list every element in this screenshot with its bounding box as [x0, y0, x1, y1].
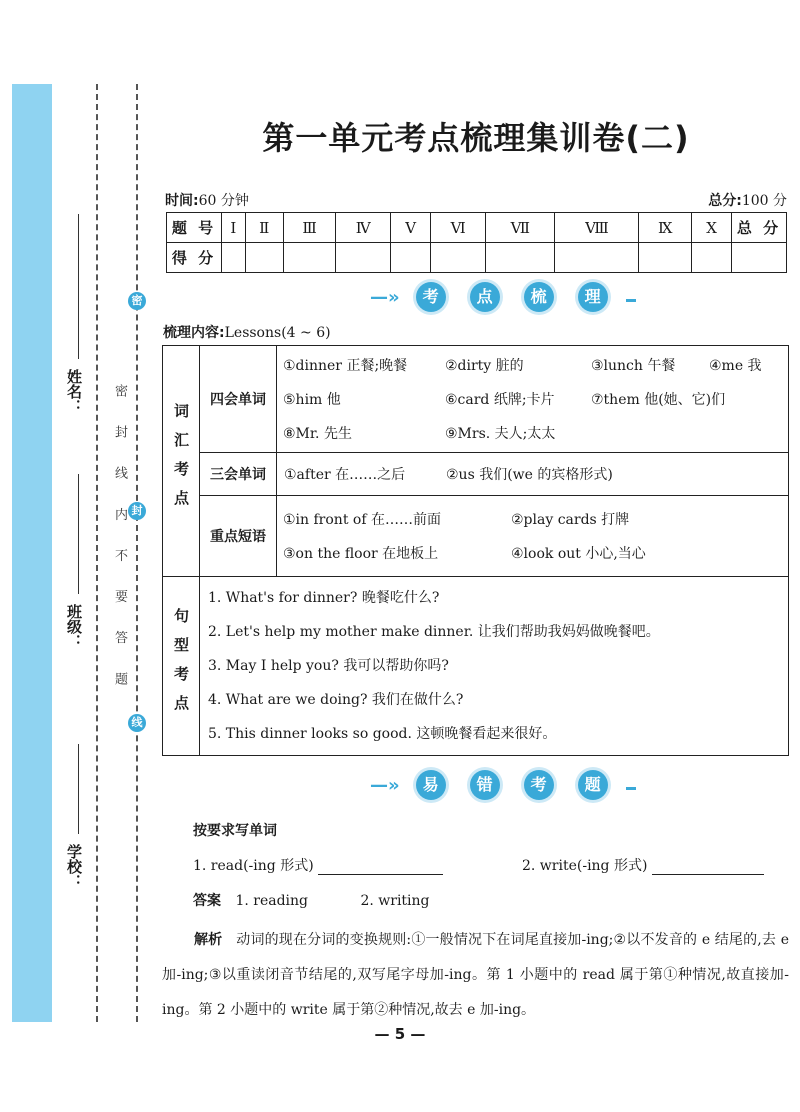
time-value: 60 分钟	[198, 193, 249, 209]
seal-char-3: 线	[128, 714, 146, 732]
question-1	[193, 855, 443, 875]
banner-char: 理	[578, 282, 608, 312]
score-cell[interactable]	[222, 243, 246, 273]
column-7: Ⅶ	[486, 213, 555, 243]
column-4: Ⅳ	[336, 213, 391, 243]
arrow-icon: —»	[370, 286, 400, 308]
sentence-item: 2. Let's help my mother make dinner. 让我们帮助我妈妈做晚餐吧。	[208, 624, 660, 640]
score-cell[interactable]	[390, 243, 430, 273]
word-item: ②us 我们(we 的宾格形式)	[446, 467, 613, 483]
score-cell[interactable]	[431, 243, 486, 273]
seal-char-1: 密	[128, 292, 146, 310]
sentence-category-text: 句型考点	[172, 608, 190, 724]
banner-common-errors	[370, 768, 636, 802]
banner-char: 点	[470, 282, 500, 312]
score-cell[interactable]	[555, 243, 639, 273]
column-9: Ⅸ	[639, 213, 692, 243]
banner-char: 错	[470, 770, 500, 800]
sentence-category	[163, 577, 200, 756]
phrase-item: ①in front of 在……前面	[283, 512, 441, 528]
banner-tail	[626, 781, 636, 790]
class-label: 班级：	[65, 604, 83, 649]
four-skill-label: 四会单词	[200, 346, 277, 453]
vocab-category	[163, 346, 200, 577]
four-skill-words	[277, 346, 789, 453]
vocab-category-text: 词汇考点	[172, 403, 190, 519]
word-item: ③lunch 午餐	[591, 358, 676, 374]
score-cell[interactable]	[732, 243, 787, 273]
content-scope	[163, 322, 331, 342]
word-item: ⑤him 他	[283, 392, 341, 408]
word-row	[278, 457, 787, 491]
word-item: ④me 我	[709, 358, 762, 374]
phrase-row	[277, 502, 788, 536]
class-field[interactable]	[78, 474, 79, 594]
key-phrases	[277, 496, 789, 577]
side-color-strip	[12, 84, 52, 1022]
banner-char: 易	[416, 770, 446, 800]
answer-label: 答案	[193, 893, 221, 909]
score-table	[166, 212, 787, 273]
banner-char: 考	[524, 770, 554, 800]
page-number: — 5 —	[374, 1025, 426, 1043]
content-value: Lessons(4 ~ 6)	[224, 325, 331, 341]
page-title: 第一单元考点梳理集训卷(二)	[262, 119, 690, 157]
analysis-text: 动词的现在分词的变换规则:①一般情况下在词尾直接加-ing;②以不发音的 e 结尾的,去 e 加-ing;③以重读闭音节结尾的,双写尾字母加-ing。第 1 小题中的 read 属于第①种情况,故直接加-ing。第 2 小题中的 write 属于第②种情况,故去 e 加-ing。	[162, 932, 790, 1018]
seal-char-2: 封	[128, 502, 146, 520]
total-info	[708, 190, 787, 210]
score-row-header: 得 分	[167, 243, 222, 273]
score-cell[interactable]	[283, 243, 336, 273]
answer-blank-2[interactable]	[652, 858, 764, 875]
word-item: ⑨Mrs. 夫人;太太	[445, 426, 556, 442]
three-skill-words	[277, 453, 789, 496]
word-item: ⑥card 纸牌;卡片	[445, 392, 555, 408]
total-header: 总 分	[732, 213, 787, 243]
sentence-item: 4. What are we doing? 我们在做什么?	[208, 692, 464, 708]
phrase-item: ③on the floor 在地板上	[283, 546, 439, 562]
phrase-label: 重点短语	[200, 496, 277, 577]
score-cell[interactable]	[639, 243, 692, 273]
total-value: 100 分	[741, 193, 787, 209]
column-3: Ⅲ	[283, 213, 336, 243]
answer-1: 1. reading	[235, 893, 309, 909]
answer-blank-1[interactable]	[318, 858, 443, 875]
phrase-item: ④look out 小心,当心	[511, 546, 646, 562]
column-6: Ⅵ	[431, 213, 486, 243]
school-label: 学校：	[65, 844, 83, 889]
question-1-text: 1. read(-ing 形式)	[193, 858, 314, 874]
word-item: ②dirty 脏的	[445, 358, 524, 374]
content-label: 梳理内容:	[163, 325, 225, 341]
time-info	[165, 190, 249, 210]
sentence-list	[200, 577, 789, 756]
answer-line	[193, 890, 430, 910]
binding-margin	[52, 84, 152, 1022]
column-2: Ⅱ	[245, 213, 283, 243]
key-points-table	[162, 345, 789, 756]
question-2	[522, 855, 764, 875]
answer-2: 2. writing	[360, 893, 430, 909]
banner-char: 考	[416, 282, 446, 312]
name-label: 姓名：	[65, 369, 83, 414]
time-label: 时间:	[165, 193, 199, 209]
score-cell[interactable]	[486, 243, 555, 273]
score-cell[interactable]	[245, 243, 283, 273]
word-row	[277, 416, 788, 450]
score-cell[interactable]	[336, 243, 391, 273]
school-field[interactable]	[78, 744, 79, 834]
word-row	[277, 348, 788, 382]
column-10: Ⅹ	[692, 213, 732, 243]
phrase-row	[277, 536, 788, 570]
banner-key-points	[370, 280, 636, 314]
arrow-icon: —»	[370, 774, 400, 796]
column-5: Ⅴ	[390, 213, 430, 243]
question-2-text: 2. write(-ing 形式)	[522, 858, 648, 874]
phrase-item: ②play cards 打牌	[511, 512, 630, 528]
word-item: ①after 在……之后	[284, 467, 406, 483]
column-8: Ⅷ	[555, 213, 639, 243]
column-1: Ⅰ	[222, 213, 246, 243]
sentence-item: 1. What's for dinner? 晚餐吃什么?	[208, 590, 440, 606]
cut-line-outer	[96, 84, 98, 1022]
name-field[interactable]	[78, 214, 79, 359]
word-item: ⑦them 他(她、它)们	[591, 392, 726, 408]
word-item: ①dinner 正餐;晚餐	[283, 358, 408, 374]
banner-char: 题	[578, 770, 608, 800]
sentence-item: 3. May I help you? 我可以帮助你吗?	[208, 658, 449, 674]
cut-line-inner	[136, 84, 138, 1022]
analysis-label: 解析	[194, 932, 223, 948]
word-row	[277, 382, 788, 416]
three-skill-label: 三会单词	[200, 453, 277, 496]
no-answer-warning: 密 封 线 内 不 要 答 题	[112, 384, 127, 697]
question-number-header: 题 号	[167, 213, 222, 243]
sentence-item: 5. This dinner looks so good. 这顿晚餐看起来很好。	[208, 726, 557, 742]
word-item: ⑧Mr. 先生	[283, 426, 352, 442]
total-label: 总分:	[708, 193, 742, 209]
analysis-paragraph	[162, 923, 789, 1028]
banner-tail	[626, 293, 636, 302]
score-cell[interactable]	[692, 243, 732, 273]
banner-char: 梳	[524, 282, 554, 312]
exercise-heading: 按要求写单词	[193, 823, 277, 839]
